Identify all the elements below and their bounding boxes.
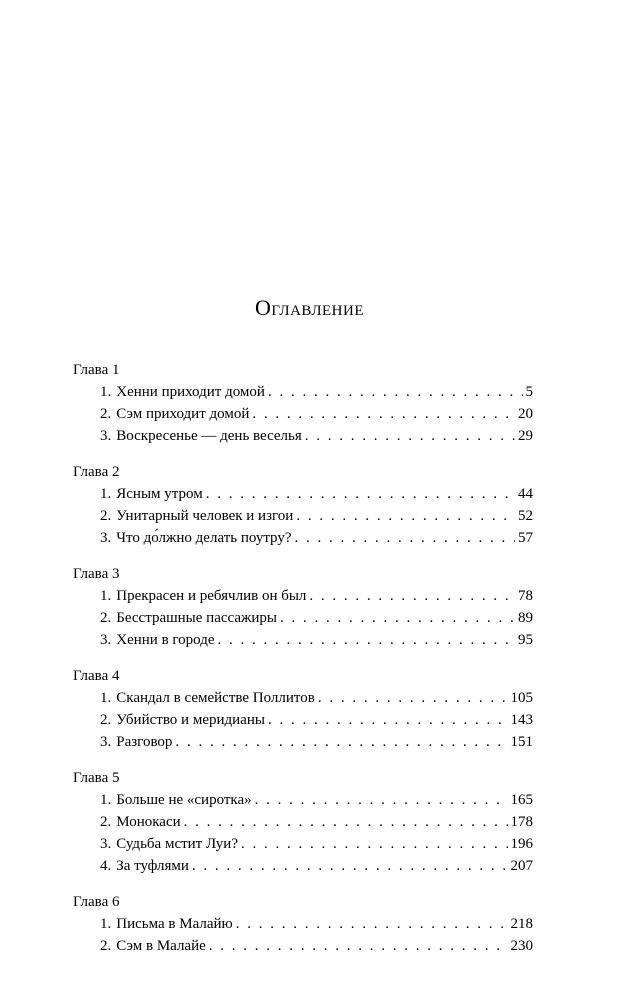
dot-leader — [268, 381, 523, 403]
entry-number: 2. — [100, 938, 112, 954]
toc-entry — [73, 687, 533, 709]
entry-number: 1. — [100, 792, 112, 808]
toc-entry — [73, 913, 533, 935]
dot-leader — [252, 403, 515, 425]
entry-number: 3. — [100, 632, 112, 648]
entry-title: Ясным утром — [116, 486, 203, 502]
toc-entry — [73, 425, 533, 447]
entry-title: Что до́лжно делать поутру? — [116, 530, 292, 546]
dot-leader — [241, 833, 508, 855]
chapter-title: Глава 3 — [73, 566, 120, 582]
entry-page-number: 89 — [518, 610, 533, 626]
entry-title: Судьба мстит Луи? — [116, 836, 238, 852]
chapter-block — [73, 359, 533, 447]
entry-page-number: 52 — [518, 508, 533, 524]
entry-page-number: 143 — [510, 712, 533, 728]
entry-number: 1. — [100, 690, 112, 706]
dot-leader — [206, 483, 515, 505]
entry-title: Больше не «сиротка» — [116, 792, 252, 808]
chapter-block — [73, 461, 533, 549]
entry-page-number: 151 — [510, 734, 533, 750]
toc-entry — [73, 585, 533, 607]
dot-leader — [268, 709, 508, 731]
entry-title: Прекрасен и ребячлив он был — [116, 588, 307, 604]
chapter-title: Глава 2 — [73, 464, 120, 480]
dot-leader — [318, 687, 508, 709]
dot-leader — [218, 629, 515, 651]
entry-number: 2. — [100, 610, 112, 626]
chapter-title: Глава 6 — [73, 894, 120, 910]
entry-number: 3. — [100, 836, 112, 852]
dot-leader — [209, 935, 508, 957]
entry-number: 2. — [100, 406, 112, 422]
dot-leader — [236, 913, 508, 935]
entry-title: Хенни приходит домой — [116, 384, 265, 400]
toc-entry — [73, 731, 533, 753]
toc-entry — [73, 833, 533, 855]
toc-entry — [73, 935, 533, 957]
entry-number: 1. — [100, 588, 112, 604]
chapter-title: Глава 5 — [73, 770, 120, 786]
table-of-contents — [73, 359, 533, 971]
chapter-block — [73, 767, 533, 877]
entry-page-number: 207 — [510, 858, 533, 874]
entry-title: Сэм приходит домой — [116, 406, 250, 422]
entry-number: 2. — [100, 814, 112, 830]
entry-page-number: 29 — [518, 428, 533, 444]
entry-title: За туфлями — [116, 858, 189, 874]
chapter-block — [73, 891, 533, 957]
toc-entry — [73, 483, 533, 505]
entry-page-number: 196 — [510, 836, 533, 852]
dot-leader — [175, 731, 507, 753]
entry-title: Бесстрашные пассажиры — [116, 610, 277, 626]
toc-entry — [73, 527, 533, 549]
entry-title: Воскресенье — день веселья — [116, 428, 302, 444]
entry-page-number: 105 — [510, 690, 533, 706]
dot-leader — [309, 585, 515, 607]
toc-entry — [73, 505, 533, 527]
dot-leader — [305, 425, 515, 447]
entry-number: 3. — [100, 428, 112, 444]
toc-entry — [73, 607, 533, 629]
toc-entry — [73, 629, 533, 651]
entry-title: Унитарный человек и изгои — [116, 508, 294, 524]
toc-entry — [73, 403, 533, 425]
entry-page-number: 78 — [518, 588, 533, 604]
entry-title: Разговор — [116, 734, 173, 750]
entry-number: 3. — [100, 530, 112, 546]
dot-leader — [192, 855, 508, 877]
toc-entry — [73, 811, 533, 833]
dot-leader — [296, 505, 515, 527]
entry-title: Монокаси — [116, 814, 181, 830]
entry-number: 3. — [100, 734, 112, 750]
chapter-title: Глава 4 — [73, 668, 120, 684]
entry-page-number: 95 — [518, 632, 533, 648]
entry-page-number: 5 — [525, 384, 533, 400]
entry-number: 2. — [100, 712, 112, 728]
chapter-block — [73, 665, 533, 753]
entry-number: 2. — [100, 508, 112, 524]
toc-entry — [73, 709, 533, 731]
entry-page-number: 57 — [518, 530, 533, 546]
dot-leader — [295, 527, 515, 549]
entry-number: 1. — [100, 486, 112, 502]
entry-page-number: 165 — [510, 792, 533, 808]
entry-number: 4. — [100, 858, 112, 874]
entry-page-number: 178 — [510, 814, 533, 830]
entry-page-number: 44 — [518, 486, 533, 502]
toc-entry — [73, 381, 533, 403]
chapter-block — [73, 563, 533, 651]
entry-title: Сэм в Малайе — [116, 938, 206, 954]
toc-entry — [73, 855, 533, 877]
dot-leader — [280, 607, 515, 629]
dot-leader — [184, 811, 508, 833]
chapter-title: Глава 1 — [73, 362, 120, 378]
entry-title: Хенни в городе — [116, 632, 215, 648]
entry-page-number: 218 — [510, 916, 533, 932]
entry-page-number: 20 — [518, 406, 533, 422]
toc-title: Оглавление — [254, 295, 365, 320]
entry-title: Убийство и меридианы — [116, 712, 265, 728]
entry-number: 1. — [100, 384, 112, 400]
entry-title: Скандал в семействе Поллитов — [116, 690, 315, 706]
toc-entry — [73, 789, 533, 811]
entry-title: Письма в Малайю — [116, 916, 233, 932]
dot-leader — [255, 789, 508, 811]
entry-page-number: 230 — [510, 938, 533, 954]
entry-number: 1. — [100, 916, 112, 932]
